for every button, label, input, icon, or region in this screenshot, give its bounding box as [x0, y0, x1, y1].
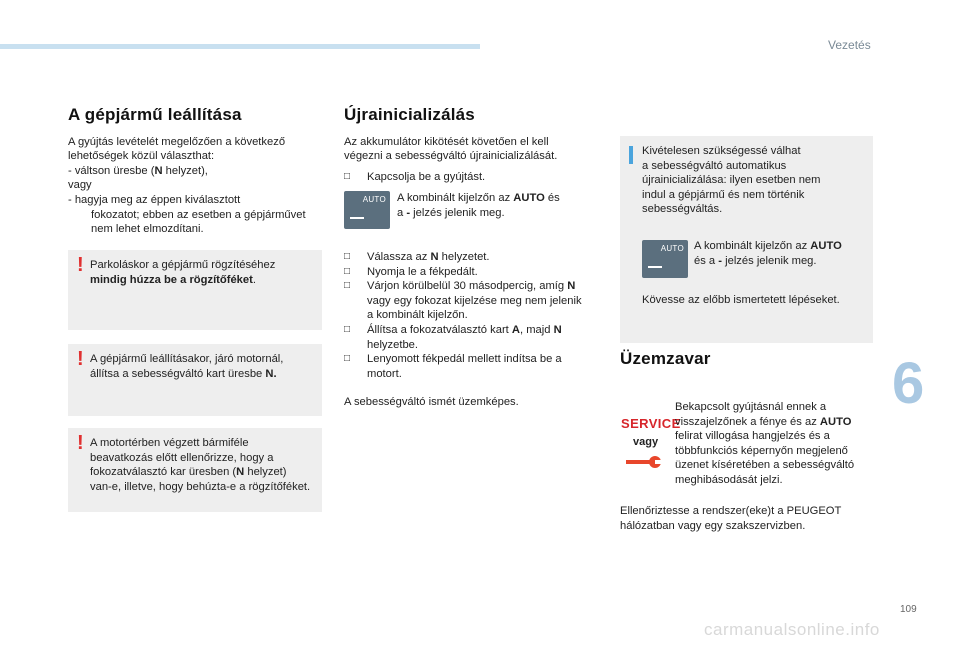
bullet-icon: □: [344, 265, 351, 277]
reinit-intro: Az akkumulátor kikötését követően el kell végezni a sebességváltó újrainicializálását.: [344, 135, 558, 163]
reinit-step-ignition: □ Kapcsolja be a gyújtást.: [344, 170, 486, 183]
auto-display-icon: AUTO: [642, 240, 688, 278]
warning-icon: !: [77, 348, 84, 370]
bullet-icon: □: [344, 251, 351, 262]
reinit-display-text: A kombinált kijelzőn az AUTO és a - jelzés jelenik meg.: [397, 192, 560, 219]
service-icon: SERVICE: [621, 416, 681, 431]
fault-title: Üzemzavar: [620, 349, 711, 368]
stop-option-1: - váltson üresbe (N helyzet),: [68, 164, 208, 177]
watermark: carmanualsonline.info: [704, 620, 880, 639]
reinit-column: [344, 105, 606, 184]
stop-column: [68, 105, 328, 237]
stop-intro: A gyújtás levételét megelőzően a következő lehetőségek közül választhat:: [68, 135, 286, 163]
bullet-icon: □: [344, 353, 351, 365]
warning-icon: !: [77, 432, 84, 454]
reinit-outro: A sebességváltó ismét üzemképes.: [344, 396, 519, 409]
warning-engine-bay: ! A motortérben végzett bármiféle beavatkozás előtt ellenőrizze, hogy a fokozatválasztó kar üresben (N helyzet) van-e, illetve, hogy behúzta-e a rögzítőféket.: [68, 428, 322, 512]
fault-check: Ellenőriztesse a rendszer(eke)t a PEUGEOT hálózatban vagy egy szakszervizben.: [620, 505, 842, 532]
info-display-text: A kombinált kijelzőn az AUTO és a - jelzés jelenik meg.: [694, 240, 842, 267]
reinit-step-2: □ Nyomja le a fékpedált.: [344, 265, 478, 278]
reinit-step-3: □ Várjon körülbelül 30 másodpercig, amíg N vagy egy fokozat kijelzése meg nem jelenik a kombinált kijelzőn.: [344, 280, 582, 322]
stop-or: vagy: [68, 179, 92, 192]
reinit-steps: [344, 250, 606, 410]
reinit-step-4: □ Állítsa a fokozatválasztó kart A, majd N helyzetbe.: [344, 323, 562, 351]
info-icon: [629, 146, 633, 164]
info-auto-reinit: Kivételesen szükségessé válhat a sebességváltó automatikus újrainicializálása: ilyen esetben nem indul a gépjármű és nem történik sebességváltás. AUTO A kombinált kijelzőn az AUTO és a - jelzés jelenik meg. Kövesse az előbb ismertetett lépéseket.: [620, 136, 873, 343]
reinit-step-1: □ Válassza az N helyzetet.: [344, 251, 490, 263]
fault-section: [620, 349, 880, 368]
info-follow: Kövesse az előbb ismertetett lépéseket.: [642, 294, 840, 306]
page-number: 109: [900, 604, 917, 615]
chapter-number: 6: [892, 351, 925, 416]
reinit-step-5: □ Lenyomott fékpedál mellett indítsa be a motort.: [344, 353, 562, 380]
section-title: Vezetés: [828, 38, 871, 52]
reinit-title: Újrainicializálás: [344, 105, 475, 124]
warning-parking: ! Parkoláskor a gépjármű rögzítéséhez mindig húzza be a rögzítőféket.: [68, 250, 322, 330]
wrench-icon: [626, 454, 662, 470]
header-bar: [0, 44, 480, 49]
warning-icon: !: [77, 254, 84, 276]
or-label: vagy: [633, 436, 659, 448]
bullet-icon: □: [344, 323, 351, 335]
bullet-icon: □: [344, 280, 351, 292]
bullet-icon: □: [344, 170, 351, 182]
auto-display-icon: AUTO: [344, 191, 390, 229]
warning-neutral: ! A gépjármű leállításakor, járó motornál, állítsa a sebességváltó kart üresbe N.: [68, 344, 322, 416]
stop-title: A gépjármű leállítása: [68, 105, 242, 124]
stop-option-2: - hagyja meg az éppen kiválasztott fokozatot; ebben az esetben a gépjárművet nem lehet elmozdítani.: [68, 193, 306, 236]
fault-text: Bekapcsolt gyújtásnál ennek a visszajelzőnek a fénye és az AUTO felirat villogása hangjelzés és a többfunkciós képernyőn megjelenő üzenet kíséretében a sebességváltó meghibásodását jelzi.: [675, 401, 855, 486]
